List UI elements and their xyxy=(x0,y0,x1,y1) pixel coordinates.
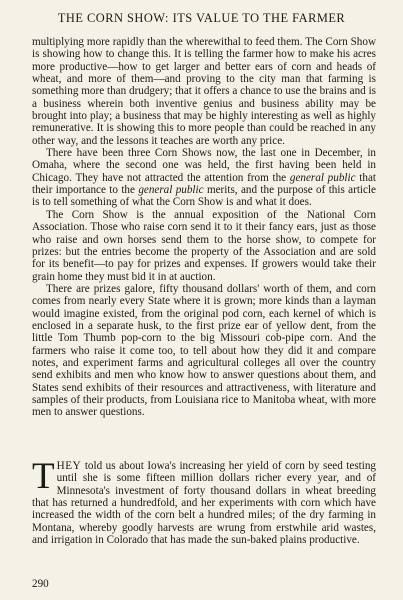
paragraph-3: The Corn Show is the annual exposition of the National Corn Association. Those who raise corn send it to it their fancy ears, just as those who raise and own horses send them to the horse show, to compete for prizes: but the entries become the property of the Association and are sold for its benefit—to pay for prizes and expenses. If growers would take their grain home they must bid it in at auction. xyxy=(32,208,376,283)
paragraph-2-text-b: that their importance to the xyxy=(32,171,376,197)
emphasis-general-public-2: general public xyxy=(138,184,204,197)
paragraph-2-text-a: There have been three Corn Shows now, the last one in December, in Omaha, where the second one was held, the first having been held in Chicago. They have not attracted the attention from the xyxy=(32,147,376,184)
page-number: 290 xyxy=(32,578,49,590)
article-body xyxy=(32,36,376,419)
emphasis-general-public-1: general public xyxy=(289,171,356,184)
section-two-text: told us about Iowa's increasing her yield of corn by seed testing until she is some fifteen million dollars richer every year, and of Minnesota's investment of forty thousand dollars in wheat breeding that has returned a hundredfold, and her experiments with corn which have increased the width of the corn belt a hundred miles; of the dry farming in Montana, whereby goodly harvests are wrung from erstwhile arid wastes, and irrigation in Colorado that has made the sun-baked plains productive. xyxy=(32,460,376,547)
paragraph-2 xyxy=(32,147,376,209)
section-lead-word: HEY xyxy=(56,460,82,472)
paragraph-2-text-c: merits, and the purpose of this article is to tell something of what the Corn Show is and what it does. xyxy=(32,184,376,209)
running-header: THE CORN SHOW: ITS VALUE TO THE FARMER xyxy=(57,11,346,25)
paragraph-1: multiplying more rapidly than the wherewithal to feed them. The Corn Show is showing how to change this. It is telling the farmer how to make his acres more productive—how to get larger and better ears of corn and heads of wheat, and more of them—and proving to the city man that farming is something more than drudgery; that it offers a chance to use the brains and is a business wherein both inventive genius and business ability may be brought into play; a business that may be highly interesting as well as highly remunerative. It is showing this to more people than could be reached in any other way, and the lessons it teaches are worth any price. xyxy=(32,36,376,147)
paragraph-4: There are prizes galore, fifty thousand dollars' worth of them, and corn comes from nearly every State where it is grown; more kinds than a layman would imagine existed, from the original pod corn, each kernel of which is enclosed in a separate husk, to the first prize ear of yellow dent, from the little Tom Thumb pop-corn to the big Missouri cob-pipe corn. And the farmers who raise it come too, to tell about how they did it and compare notes, and experiment farms and agricultural colleges all over the country send exhibits and men who know how to answer questions about them, and States send exhibits of their resources and attractiveness, with literature and samples of their products, from Louisiana rice to Manitoba wheat, with more men to answer questions. xyxy=(32,282,376,419)
drop-cap: T xyxy=(32,456,55,497)
section-two xyxy=(32,456,376,547)
